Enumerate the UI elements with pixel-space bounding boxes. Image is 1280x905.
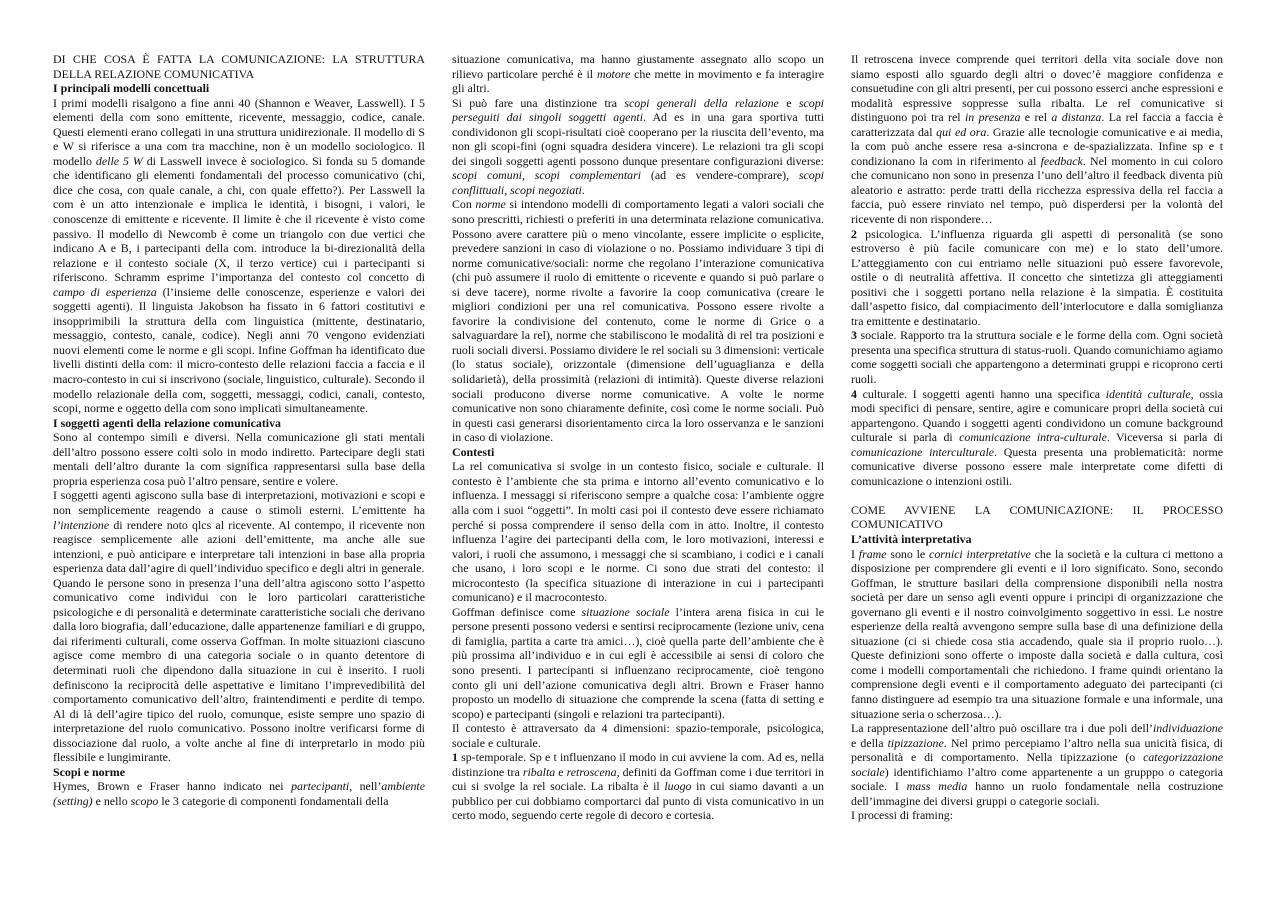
paragraph [452,52,824,96]
text-run: che mette in movimento e fa interagire gli altri. [452,66,824,96]
text-run: psicologica. L’influenza riguarda gli aspetti di personalità (se sono estroverso è più facile comunicare con me) e lo stato dell’umore. L’atteggiamento con cui entriamo nelle situazioni può essere favorevole, ostile o di neutralità affettiva. Il concetto che sintetizza gli atteggiamenti positivi che i soggetti portano nella relazione è la simpatia. È costituita dall’aspetto fisico, dal compiacimento dell’interlocutore e dalla somiglianza tra emittente e destinatario. [851,226,1223,328]
paragraph [452,605,824,721]
text-run: e [555,764,567,779]
italic-run: identità culturale [1105,386,1191,401]
paragraph [851,328,1223,386]
italic-run: mass media [906,779,968,794]
text-run: si intendono modelli di comportamento legati a valori sociali che sono prescritti, richiesti o preferiti in una determinata relazione comunicativa. Possono avere carattere più o meno vincolante, essere implicite o esplicite, prevedere sanzioni in caso di violazione o no. Possiamo individuare 3 tipi di norme comunicative/sociali: norme che regolano l’interazione comunicativa (chi può assumere il ruolo di emittente o ricevente e quando si può parlare o si deve tacere), norme rivolte a favorire la coop comunicativa (creare le migliori condizioni per una rel comunicativa. Possono essere rivolte a favorire la condivisione del contenuto, come le norme di Grice o a salvaguardare la rel), norme che stabiliscono le modalità di rel tra posizioni e ruoli sociali diversi. Possiamo dividere le rel sociali su 3 dimensioni: verticale (lo status sociale), orizzontale (dimensione dell’uguaglianza e della solidarietà), della prossimità (relazioni di intimità). Queste diverse relazioni sociali producono diverse norme comunicative. A volte le norme comunicative non sono chiaramente definite, così come le norme sociali. Può in questi casi generarsi disorientamento circa la loro osservanza e le sanzioni in caso di violazione. [452,197,824,445]
italic-run: motore [596,66,631,81]
text-run: I [851,546,859,561]
paragraph [452,96,824,198]
italic-run: situazione sociale [581,604,670,619]
text-run: Il retroscena invece comprende quei territori della vita sociale dove non siamo esposti allo sguardo degli altri o dovec’è maggiore confidenza e consuetudine con gli altri presenti, per cui possono esserci anche espressioni e modalità espressive soppresse sulla ribalta. Le rel comunicative si distinguono poi tra rel [851,52,1223,125]
italic-run: feedback [1040,153,1083,168]
text-run: di Lasswell invece è sociologico. Si fonda su 5 domande che identificano gli elementi fondamentali del processo comunicativo (chi, dice che cosa, con quale canale, a chi, con quale effetto?). Per Lasswell la com è un atto intenzionale e implica le identità, i bisogni, i valori, le conoscenze di emittente e ricevente. Il limite è che il ricevente è visto come passivo. Il modello di Newcomb è come un triangolo con due vertici che indicano A e B, i partecipanti della com. introduce la bi-direzionalità della relazione e il contesto sociale (X, il terzo vertice) cui i partecipanti si riferiscono. Schramm esprime l’importanza del contesto col concetto di [53,153,425,285]
text-run: I soggetti agenti agiscono sulla base di interpretazioni, motivazioni e scopi e non semplicemente reagendo a cause o stimoli esterni. L’emittente ha [53,488,425,517]
column-2 [452,52,824,823]
text-run: , [521,168,535,183]
italic-run: categorizzazione sociale [851,750,1223,779]
text-run: sono le [886,546,930,561]
italic-run: ribalta [522,764,556,779]
text-run: . Nel primo percepiamo l’altro nella sua unicità fisica, di personalità e di comportamento. Nella tipizzazione (o [851,735,1223,765]
text-run: (l’insieme delle conoscenze, esperienze e valori dei soggetti agenti). Il linguista Jakobson ha fissato in 6 fattori costitutivi e insopprimibili la struttura della com linguistica (mittente, destinatario, messaggio, contesto, canale, codice). Negli anni 70 vengono evidenziati nuovi elementi come le norme e gli scopi. Infine Goffman ha identificato due livelli distinti della com: il micro-contesto delle relazioni faccia a faccia e il macro-contesto in cui si inscrivono (sociale, linguistico, culturale). Secondo il modello relazionale della com, soggetti, messaggi, codici, canali, contesto, scopi, norme e oggetto della com sono implicati simultaneamente. [53,284,425,416]
paragraph [452,750,824,823]
text-run: I soggetti agenti della relazione comunicativa [53,415,281,430]
paragraph [851,808,1223,823]
italic-run: qui ed ora [936,124,987,139]
italic-run: norme [475,197,506,212]
text-run: di rendere noto qlcs al ricevente. Al contempo, il ricevente non reagisce semplicemente alle azioni dell’emittente, ma anche alle sue intenzioni, e può anticipare e interpretare tali intenzioni in base alla propria esperienza data dall’agire di quell’individuo specifico e degli altri in generale. [53,517,425,576]
paragraph [53,96,425,416]
paragraph [53,779,425,808]
text-run: Sono al contempo simili e diversi. Nella comunicazione gli stati mentali dell’altro possono essere colti solo in modo indiretto. Partecipare degli stati mentali dell’altro durante la com significa rappresentarsi sulla base della propria esperienza cosa può l’altro pensare, sentire e volere. [53,430,425,488]
text-run: , ossia modi specifici di pensare, sentire, agire e comunicare propri della società cui appartengono. Quando i soggetti agenti condividono un comune background culturale si parla di [851,386,1223,445]
italic-run: scopo [130,793,159,808]
paragraph [53,430,425,488]
italic-run: scopi comuni [452,168,522,183]
italic-run: scopi complementari [534,168,642,183]
italic-run: individuazione [1152,721,1223,736]
text-run: e rel [1020,110,1052,125]
text-run: DI CHE COSA È FATTA LA COMUNICAZIONE: LA STRUTTURA DELLA RELAZIONE COMUNICATIVA [53,52,425,81]
text-run: COME AVVIENE LA COMUNICAZIONE: IL PROCESSO COMUNICATIVO [851,502,1223,532]
bold-run: 4 [851,386,857,401]
bold-run: 1 [452,750,458,765]
italic-run: delle 5 W [95,153,143,168]
paragraph [452,721,824,750]
text-run: Si può fare una distinzione tra [452,95,625,110]
italic-run: luogo [664,779,692,794]
column-3 [851,52,1223,823]
paragraph [851,721,1223,808]
italic-run: ambiente (setting) [53,779,425,808]
italic-run: retroscena [566,764,617,779]
italic-run: scopi generali della relazione [624,95,779,110]
italic-run: a distanza [1051,110,1102,125]
text-run: ) identifichiamo l’altro come appartenente a un grupppo o categoria sociale. I [851,764,1223,794]
text-run: e della [851,735,888,750]
paragraph-spacer [851,488,1223,503]
text-run: che la società e la cultura ci mettono a disposizione per comprendere gli eventi e il loro significato. Sono, secondo Goffman, le strutture basilari della comprensione disponibili nella nostra società per dare un senso agli eventi oppure i principi di organizzazione che governano gli eventi e il nostro coinvolgimento soggettivo in essi. Le nostre esperienze della realtà avvengono sempre sulla base di una definizione della situazione (ci si chiede cosa stia accadendo, quale sia il proprio ruolo…). Queste definizioni sono offerte o imposte dalla società e dalla cultura, così come i modelli comportamentali che richiedono. I frame quindi orientano la comprensione degli eventi e il comportamento adeguato dei partecipanti (ci fanno distinguere ad esempio tra una situazione formale e una informale, una situazione seria o scherzosa…). [851,546,1223,721]
paragraph [452,197,824,444]
text-run: (ad es vendere-comprare), [641,168,799,183]
text-run: . [581,182,585,197]
bold-run: 2 [851,226,857,241]
text-run: La rel comunicativa si svolge in un contesto fisico, sociale e culturale. Il contesto è l’ambiente che sta prima e intorno all’evento comunicativo e lo influenza. I messaggi si riferiscono sempre a qualche cosa: l’ambiente oggre alla com i suoi “oggetti”. In molti casi poi il contesto deve essere richiamato perché si possa comprendere il senso della com in atto. Inoltre, il contesto influenza l’agire dei partecipanti della com, le loro motivazioni, interessi e valori, i ruoli che assumono, i messaggi che si scambiano, i codici e i canali che usano, i loro scopi e le norme. Ci sono due strati del contesto: il microcontesto (la specifica situazione di interazione in cui i partecipanti comunicano) e il macrocontesto. [452,459,824,605]
paragraph [851,227,1223,329]
italic-run: l’intenzione [53,517,110,532]
italic-run: scopi conflittuali [452,168,824,197]
column-1 [53,52,425,808]
italic-run: comunicazione intra-culturale [959,430,1107,445]
text-run: Quando le persone sono in presenza l’una dell’altra agiscono sotto l’aspetto comunicativo come individui con le loro particolari caratteristiche psicologiche e di personalità e determinate caratteristiche sociali che derivano dalla loro biografia, dall’educazione, dalle appartenenze familiari e di gruppo, dai riferimenti culturali, come osserva Goffman. In molte situazioni ciascuno agisce come membro di una categoria sociale o in quanto detentore di determinati ruoli che dipendono dalla situazione in cui è inserito. I ruoli definiscono la reciprocità delle aspettative e limitano l’imprevedibilità del comportamento comunicativo dell’altro, fraintendimenti e perdite di tempo. Al di là dell’agire tipico del ruolo, comunque, esiste sempre uno spazio di interpretazione del ruolo comunicativo. Possono inoltre verificarsi forme di dissociazione dal ruolo, a volte anche al fine di interpretarlo in modo più flessibile e lungimirante. [53,575,425,765]
italic-run: scopi perseguiti dai singoli soggetti agenti [452,95,824,125]
bold-run: 3 [851,328,857,343]
text-run: . Ad es in una gara sportiva tutti condividonon gli scopi-risultati cioè cooperano per la riuscita dell’evento, ma non gli scopi-fini (ogni squadra desidera vincere). Le relazioni tra gli scopi dei singoli soggetti agenti possono dunque presentare configurazioni diverse: [452,110,824,168]
text-run: Scopi e norme [53,764,125,779]
text-run: Contesti [452,444,495,459]
italic-run: comunicazione interculturale [851,444,995,459]
section-heading [53,81,425,96]
text-run: l’intera arena fisica in cui le persone presenti possono vedersi e sentirsi reciprocamente (lezione univ, cena di famiglia, partita a carte tra amici…), cioè quella parte dell’ambiente che è più prossima all’individuo e in cui egli è accessibile ai sensi di coloro che sono presenti. I partecipanti si influenzano reciprocamente, cioè tengono conto gli uni dell’azione comunicativa degli altri. Brown e Fraser hanno proposto un modello di situazione che comprende la scena (fatta di setting e scopo) e partecipanti (singoli e relazioni tra partecipanti). [452,604,825,721]
text-run: I processi di framing: [851,808,954,823]
text-run: e [778,95,799,110]
text-run: . Questa presenta una problematicità: norme comunicative diverse possono essere male interpretate come difetti di comunicazione o intenzioni ostili. [851,444,1223,488]
section-heading [851,532,1223,547]
text-run: in cui siamo davanti a un pubblico per cui dobbiamo comportarci dal punto di vista comunicativo in un certo modo, seguendo certe regole di decoro e cortesia. [452,779,824,823]
italic-run: cornici interpretative [929,546,1031,561]
section-heading [452,445,824,460]
text-run: Il contesto è attraversato da 4 dimensioni: spazio-temporale, psicologica, sociale e culturale. [452,721,824,750]
italic-run: partecipanti [291,779,350,794]
text-run: . Viceversa si parla di [1106,430,1223,445]
text-run: L’attività interpretativa [851,532,972,546]
text-run: , definiti da Goffman come i due territori in cui si svolge la rel sociale. La ribalta è il [452,764,824,794]
text-run: La rappresentazione dell’altro può oscillare tra i due poli dell’ [851,721,1153,736]
text-run: culturale. I soggetti agenti hanno una specifica [856,386,1106,401]
text-run: . Nel momento in cui coloro che comunicano non sono in presenza l’uno dell’altro il feedback diventa più aleatorio e astratto: perde tratti della ricchezza espressiva della rel faccia a faccia, può essere rinviato nel tempo, può disperdersi per la volontà del ricevente di non rispondere… [851,153,1224,227]
chapter-title [851,503,1223,532]
text-run: I primi modelli risalgono a fine anni 40 (Shannon e Weaver, Lasswell). I 5 elementi della com sono emittente, ricevente, messaggio, codice, canale. Questi elementi erano collegati in una struttura unidirezionale. Il modello di S e W si riferisce a una com tra macchine, non è un modello sociologico. Il modello [53,95,425,168]
text-run: sociale. Rapporto tra la struttura sociale e le forme della com. Ogni società presenta una specifica struttura di status-ruoli. Quando comunichiamo agiamo come soggetti sociali che appartengono a determinati gruppi e ricoprono certi ruoli. [851,328,1223,387]
paragraph [851,547,1223,722]
text-run: Goffman definisce come [452,604,582,619]
text-run: hanno un ruolo fondamentale nella costruzione dell’immagine dei diversi gruppi o categorie sociali. [851,779,1223,808]
text-run: , [504,182,511,197]
text-run: Con [452,197,476,212]
paragraph [53,576,425,765]
italic-run: frame [858,546,887,561]
paragraph [452,459,824,604]
section-heading [53,765,425,780]
italic-run: tipizzazione [887,735,944,750]
paragraph [53,488,425,575]
text-run: . Grazie alle tecnologie comunicative e ai media, la com può anche essere resa a-sincrona e de-spazializzata. Infine sp e t condizionano la com in riferimento al [851,124,1223,168]
section-heading [53,416,425,431]
text-run: sp-temporale. Sp e t influenzano il modo in cui avviene la com. Ad es, nella distinzione tra [452,750,824,779]
italic-run: in presenza [964,110,1021,125]
text-run: I principali modelli concettuali [53,81,210,96]
text-run: le 3 categorie di componenti fondamentali della [158,793,389,808]
text-run: situazione comunicativa, ma hanno giustamente assegnato allo scopo un rilievo particolare perché è il [452,52,824,81]
italic-run: scopi negoziati [510,182,582,197]
paragraph [851,387,1223,489]
text-run: , nell’ [349,779,382,794]
text-run: Hymes, Brown e Fraser hanno indicato nei [53,779,292,794]
text-run: . La rel faccia a faccia è caratterizzata dal [851,110,1223,139]
paragraph [851,52,1223,227]
text-run: e nello [92,793,131,808]
chapter-title [53,52,425,81]
italic-run: campo di esperienza [53,284,157,299]
